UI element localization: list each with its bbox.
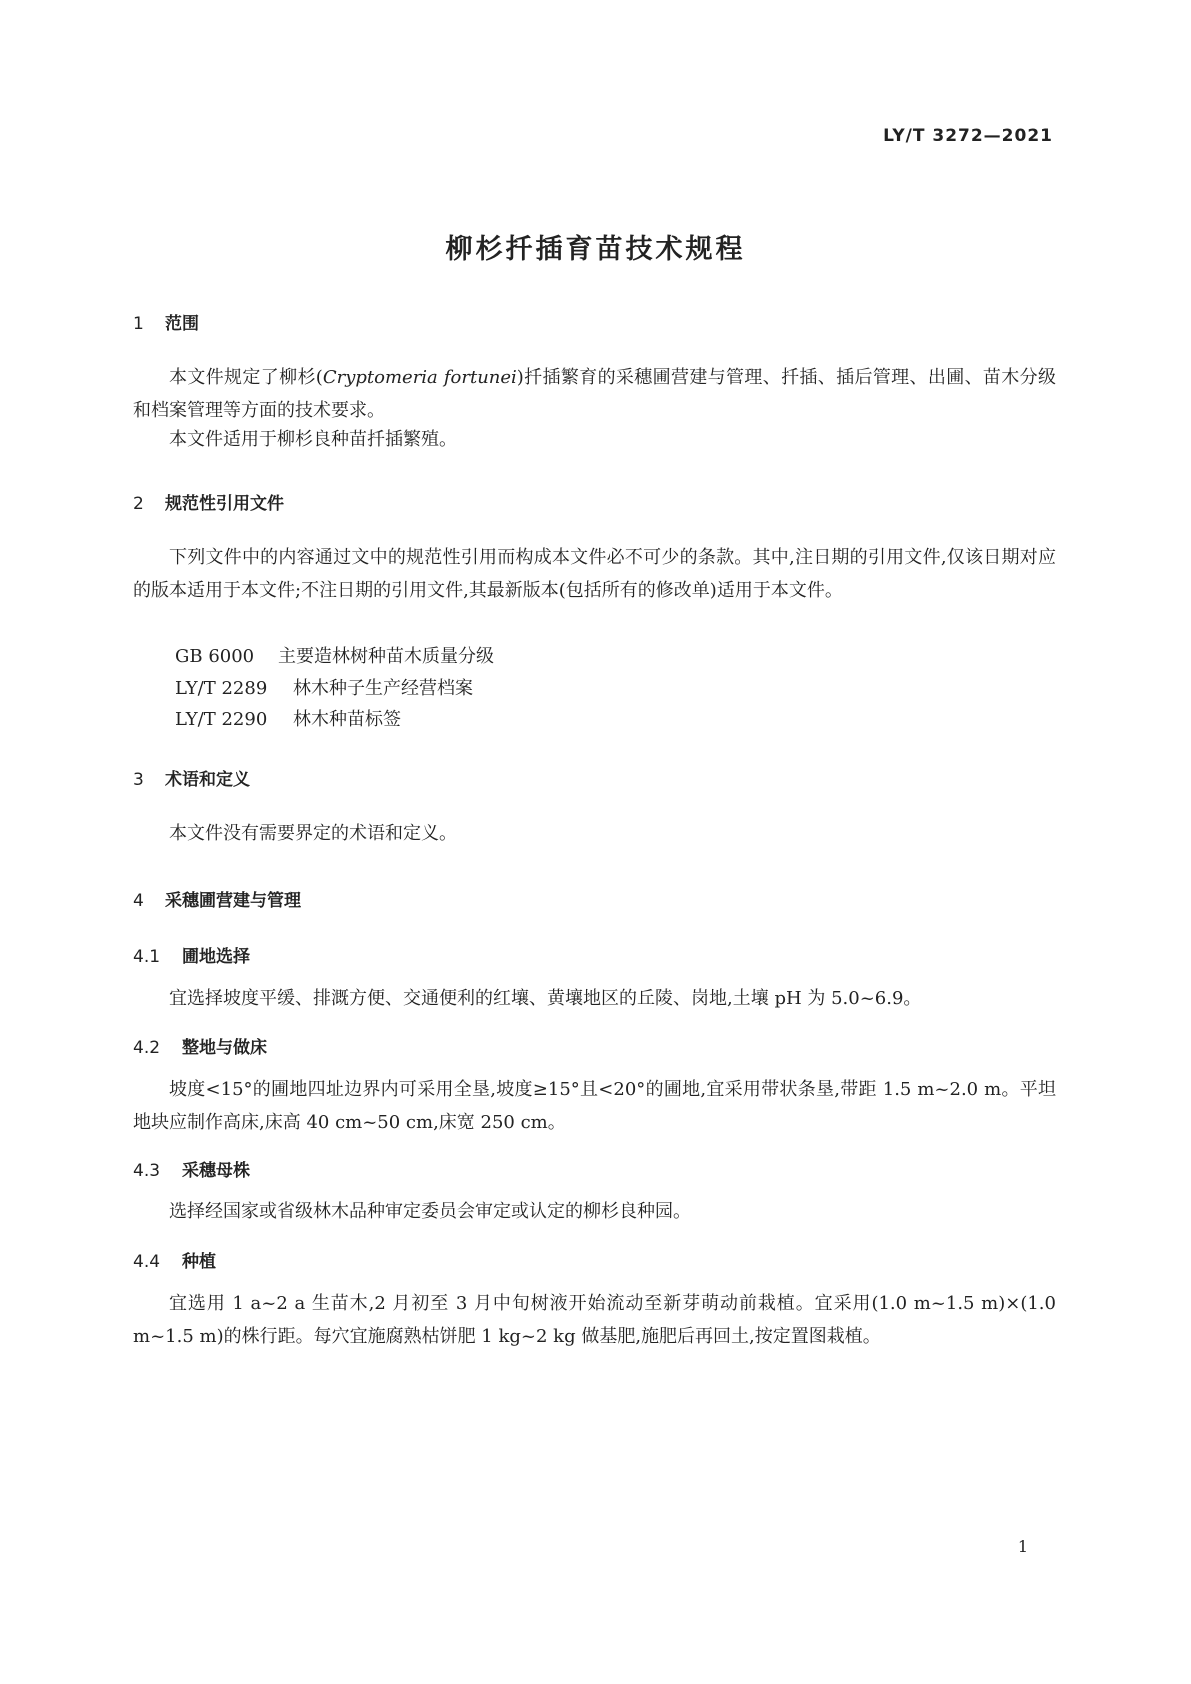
section-title: 采穗圃营建与管理	[165, 891, 301, 911]
section-1-paragraph-1: 本文件规定了柳杉(Cryptomeria fortunei)扦插繁育的采穗圃营建与管理、扦插、插后管理、出圃、苗木分级和档案管理等方面的技术要求。	[133, 367, 1056, 421]
section-1-heading	[133, 309, 199, 334]
subsection-number: 4.3	[133, 1161, 161, 1181]
subsection-4-1-heading	[133, 942, 250, 967]
section-2-paragraph-1: 下列文件中的内容通过文中的规范性引用而构成本文件必不可少的条款。其中,注日期的引用文件,仅该日期对应的版本适用于本文件;不注日期的引用文件,其最新版本(包括所有的修改单)适用于本文件。	[133, 547, 1056, 601]
subsection-4-1-paragraph: 宜选择坡度平缓、排溉方便、交通便利的红壤、黄壤地区的丘陵、岗地,土壤 pH 为 5.0~6.9。	[169, 988, 922, 1009]
reference-item: LY/T 2289 林木种子生产经营档案	[175, 678, 473, 699]
subsection-title: 采穗母株	[182, 1161, 250, 1181]
subsection-4-2-heading	[133, 1033, 267, 1058]
section-number: 4	[133, 891, 144, 911]
standard-code: LY/T 3272—2021	[883, 126, 1053, 146]
page-number: 1	[1017, 1537, 1028, 1556]
subsection-title: 圃地选择	[182, 947, 250, 967]
subsection-number: 4.2	[133, 1038, 161, 1058]
section-title: 术语和定义	[165, 770, 250, 790]
section-title: 范围	[165, 314, 199, 334]
section-3-paragraph-1: 本文件没有需要界定的术语和定义。	[169, 823, 457, 844]
subsection-number: 4.4	[133, 1252, 161, 1272]
section-number: 2	[133, 494, 144, 514]
subsection-number: 4.1	[133, 947, 161, 967]
subsection-title: 种植	[182, 1252, 216, 1272]
section-2-heading	[133, 489, 284, 514]
document-title: 柳杉扦插育苗技术规程	[445, 234, 746, 265]
latin-name: Cryptomeria fortunei	[322, 367, 517, 388]
subsection-title: 整地与做床	[182, 1038, 267, 1058]
subsection-4-2-paragraph: 坡度<15°的圃地四址边界内可采用全垦,坡度≥15°且<20°的圃地,宜采用带状条垦,带距 1.5 m~2.0 m。平坦地块应制作高床,床高 40 cm~50 cm,床宽 250 cm。	[133, 1079, 1056, 1133]
section-number: 1	[133, 314, 144, 334]
subsection-4-4-paragraph: 宜选用 1 a~2 a 生苗木,2 月初至 3 月中旬树液开始流动至新芽萌动前栽植。宜采用(1.0 m~1.5 m)×(1.0 m~1.5 m)的株行距。每穴宜施腐熟枯饼肥 1 kg~2 kg 做基肥,施肥后再回土,按定置图栽植。	[133, 1293, 1056, 1347]
section-1-paragraph-2: 本文件适用于柳杉良种苗扦插繁殖。	[169, 429, 457, 450]
subsection-4-3-paragraph: 选择经国家或省级林木品种审定委员会审定或认定的柳杉良种园。	[169, 1201, 691, 1222]
subsection-4-3-heading	[133, 1156, 250, 1181]
section-title: 规范性引用文件	[165, 494, 284, 514]
reference-item: LY/T 2290 林木种苗标签	[175, 709, 401, 730]
section-4-heading	[133, 886, 301, 911]
section-3-heading	[133, 765, 250, 790]
section-number: 3	[133, 770, 144, 790]
subsection-4-4-heading	[133, 1247, 216, 1272]
reference-item: GB 6000 主要造林树种苗木质量分级	[175, 646, 494, 667]
